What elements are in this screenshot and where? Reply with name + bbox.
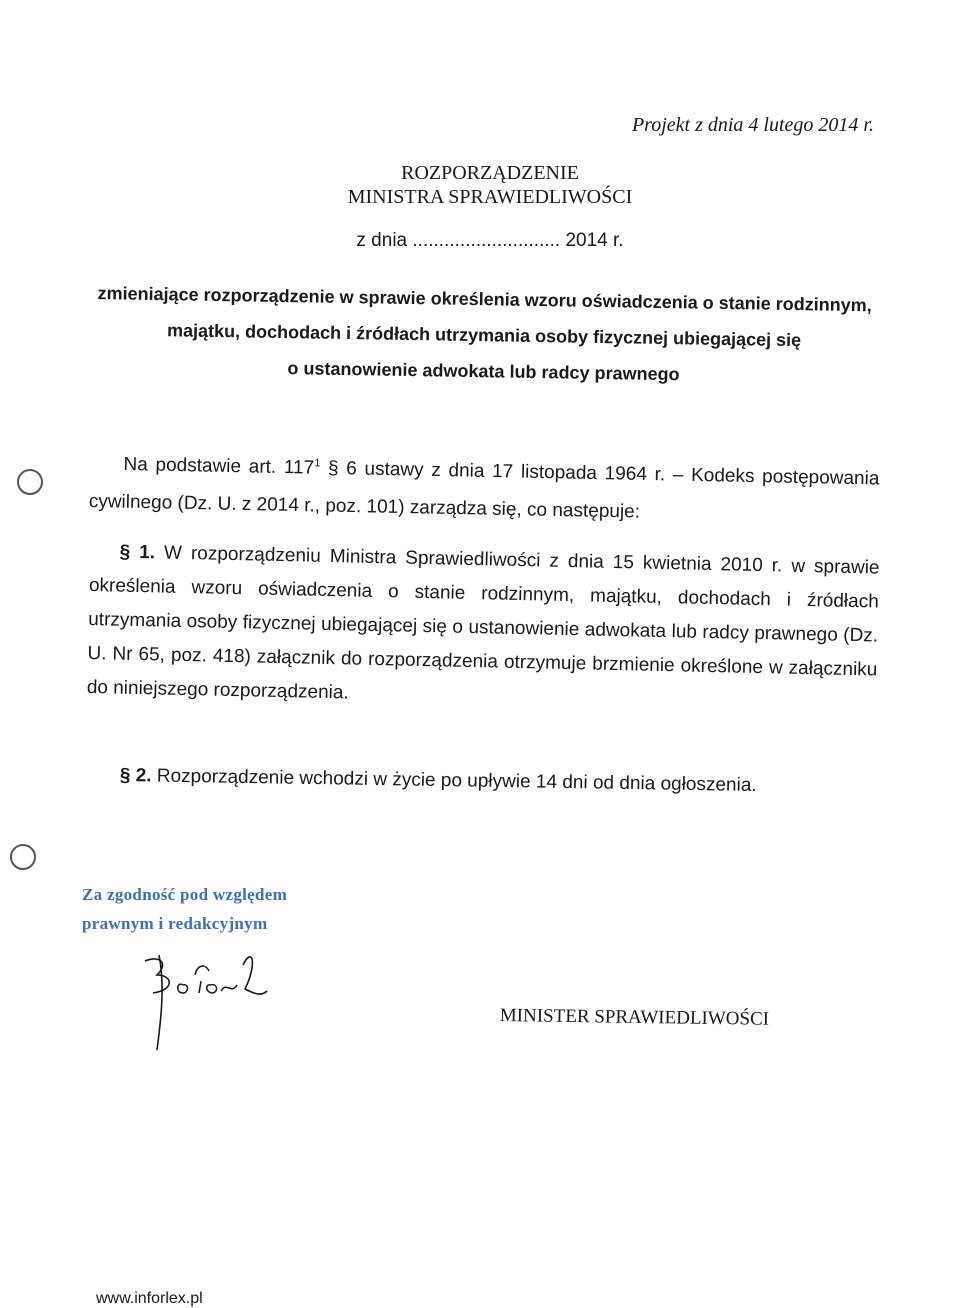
punch-hole <box>17 469 43 495</box>
stamp-line: Za zgodność pod względem <box>82 885 288 904</box>
legal-basis-paragraph <box>88 440 879 536</box>
superscript: 1 <box>314 457 321 470</box>
section-text: Rozporządzenie wchodzi w życie po upływie 14 dni od dnia ogłoszenia. <box>151 765 757 797</box>
regulation-subject <box>88 275 880 395</box>
stamp-line: prawnym i redakcyjnym <box>82 914 268 933</box>
legal-review-stamp <box>82 880 287 938</box>
legal-basis-text: § 6 ustawy z dnia 17 listopada 1964 r. – Kodeks postępowania cywilnego (Dz. U. z 2014 r., poz. 101) zarządza się, co następuje: <box>88 457 880 523</box>
section-2-paragraph <box>120 765 820 798</box>
section-number: § 1. <box>119 541 156 564</box>
signatory-title: MINISTER SPRAWIEDLIWOŚCI <box>499 1005 770 1030</box>
issuing-authority: MINISTRA SPRAWIEDLIWOŚCI <box>347 186 633 208</box>
subject-line: o ustanowienie adwokata lub radcy prawnego <box>287 358 680 385</box>
document-title: ROZPORZĄDZENIE <box>401 162 579 184</box>
issue-date-line: z dnia ............................ 2014 r. <box>356 230 624 251</box>
section-number: § 2. <box>119 765 152 787</box>
subject-line: zmieniające rozporządzenie w sprawie określenia wzoru oświadczenia o stanie rodzinnym, <box>97 283 872 316</box>
legal-basis-text: Na podstawie art. 117 <box>123 453 315 479</box>
section-text: W rozporządzeniu Ministra Sprawiedliwości z dnia 15 kwietnia 2010 r. w sprawie określenia wzoru oświadczenia o stanie rodzinnym, majątku, dochodach i źródłach utrzymania osoby fizycznej ubiegającej się o ustanowienie adwokata lub radcy prawnego (Dz. U. Nr 65, poz. 418) załącznik do rozporządzenia otrzymuje brzmienie określone w załączniku do niniejszego rozporządzenia. <box>86 542 880 704</box>
section-1-paragraph <box>86 535 879 722</box>
handwritten-signature <box>135 945 295 1060</box>
project-date: Projekt z dnia 4 lutego 2014 r. <box>631 114 874 136</box>
subject-line: majątku, dochodach i źródłach utrzymania osoby fizycznej ubiegającej się <box>166 320 802 351</box>
source-url: www.inforlex.pl <box>96 1290 203 1307</box>
punch-hole <box>10 844 36 870</box>
